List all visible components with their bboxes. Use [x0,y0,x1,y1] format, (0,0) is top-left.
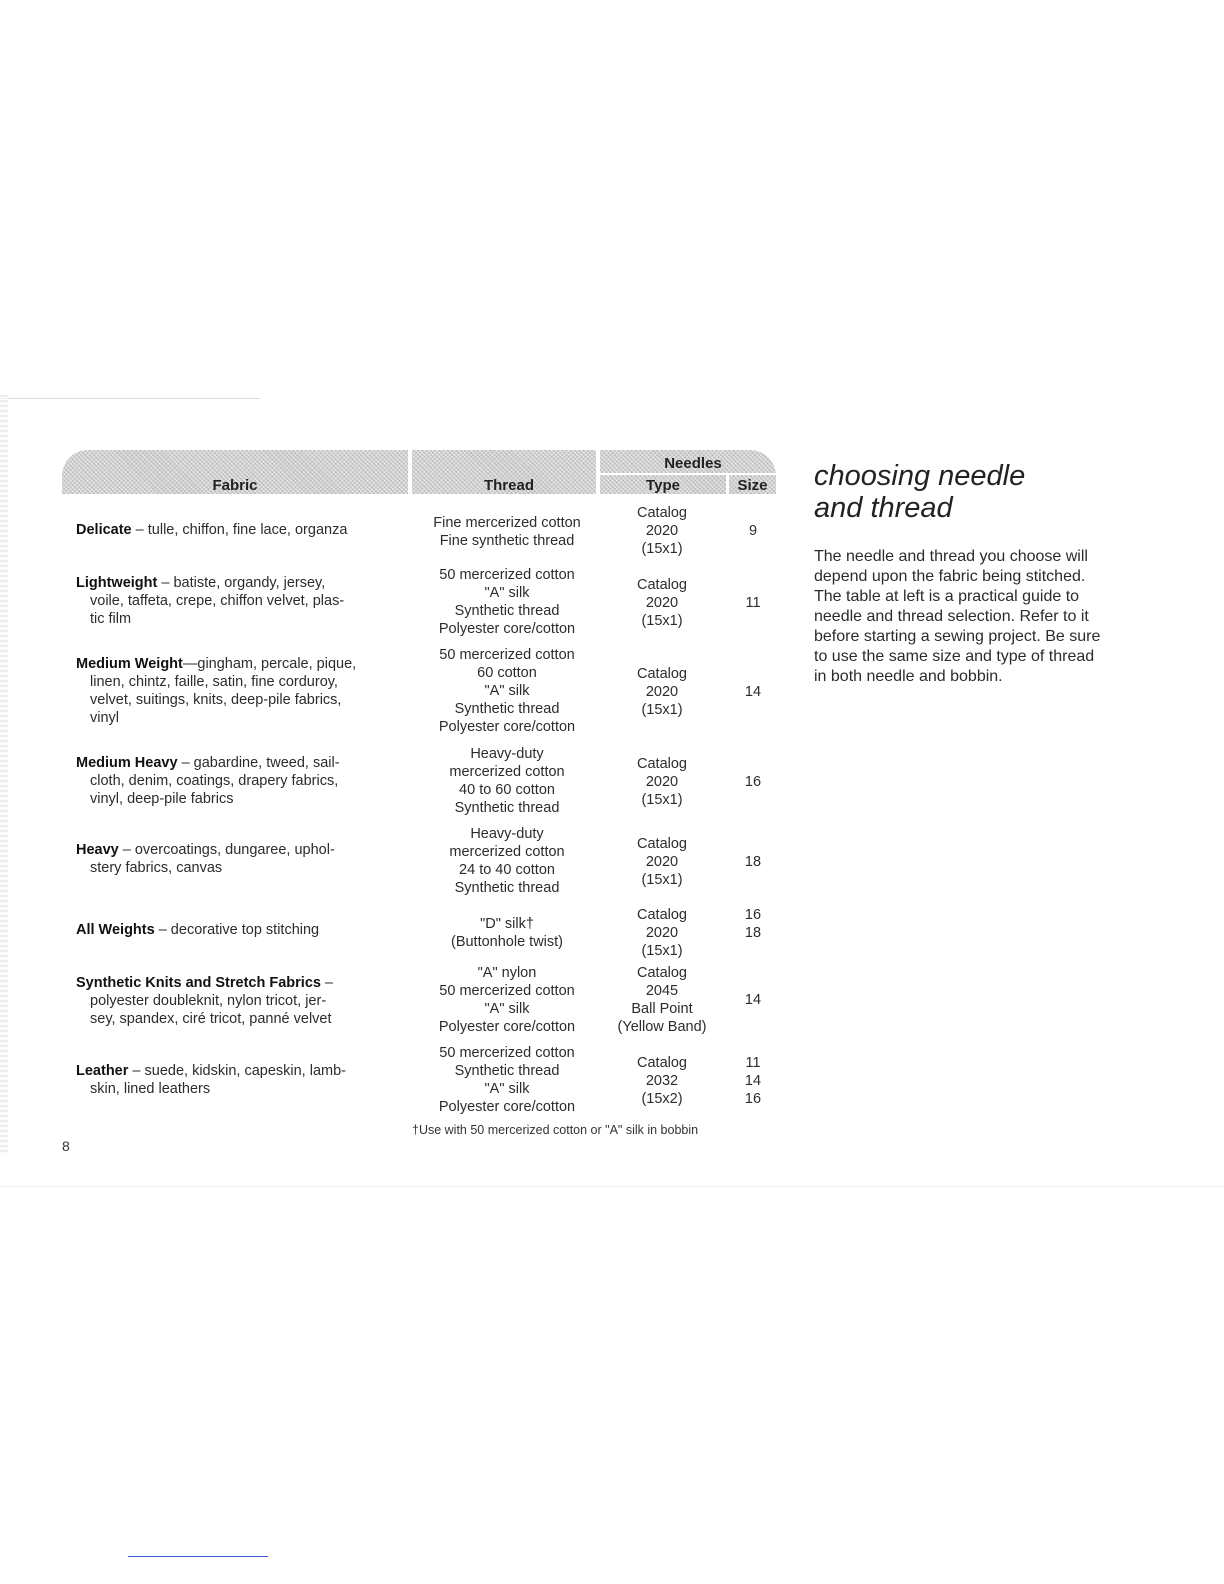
fabric-desc: vinyl, deep-pile fabrics [90,791,234,807]
paragraph-line: The needle and thread you choose will [814,548,1088,565]
type-line: 2020 [645,774,679,790]
fabric-name: Heavy [76,842,119,858]
thread-line: "A" silk [484,585,530,601]
table-row-needle-type [600,835,724,889]
thread-line: (Buttonhole twist) [450,934,564,950]
fabric-desc: cloth, denim, coatings, drapery fabrics, [90,773,339,789]
fabric-name: Leather [76,1063,129,1079]
fabric-desc: stery fabrics, canvas [90,860,223,876]
table-row-needle-size [730,683,776,701]
thread-line: Synthetic thread [454,880,560,896]
type-line: 2032 [645,1073,679,1089]
fabric-desc: voile, taffeta, crepe, chiffon velvet, plas- [90,593,345,609]
thread-line: "A" nylon [477,965,537,981]
table-row-thread [412,646,602,736]
table-row-needle-type [600,1054,724,1108]
header-divider [600,473,776,475]
type-line: Ball Point [631,1001,693,1017]
fabric-desc: – batiste, organdy, jersey, [161,575,326,591]
page-number: 8 [62,1138,70,1154]
table-row-thread [412,1044,602,1116]
fabric-desc: —gingham, percale, pique, [182,656,357,672]
type-line: 2020 [645,595,679,611]
size-line: 14 [744,992,762,1008]
scan-edge [0,395,8,1155]
table-row-needle-size [730,1054,776,1108]
fabric-desc: – decorative top stitching [158,922,320,938]
fabric-desc: – gabardine, tweed, sail- [181,755,340,771]
thread-line: 40 to 60 cotton [459,782,555,798]
header-thread: Thread [483,477,534,494]
type-line: (15x2) [641,1091,683,1107]
intro-paragraph [814,547,1160,687]
thread-line: Heavy-duty [470,746,544,762]
thread-line: Synthetic thread [454,701,560,717]
title-line: and thread [814,492,953,524]
table-row-fabric [76,574,400,628]
type-line: 2020 [645,523,679,539]
thread-line: Heavy-duty [470,826,544,842]
fabric-desc: – tulle, chiffon, fine lace, organza [135,522,348,538]
type-line: Catalog [637,965,687,981]
table-row-needle-size [730,906,776,942]
table-row-needle-size [730,991,776,1009]
fabric-desc: – overcoatings, dungaree, uphol- [122,842,335,858]
thread-line: "A" silk [484,683,530,699]
type-line: (Yellow Band) [617,1019,707,1035]
page-title [814,460,1025,524]
size-line: 16 [744,1091,762,1107]
table-row-needle-size [730,522,776,540]
size-line: 9 [748,523,758,539]
table-row-thread [412,566,602,638]
table-row-needle-type [600,964,724,1036]
fabric-name: Synthetic Knits and Stretch Fabrics [76,975,321,991]
type-line: (15x1) [641,792,683,808]
type-line: Catalog [637,666,687,682]
thread-line: 50 mercerized cotton [439,567,575,583]
thread-line: Fine synthetic thread [439,533,575,549]
thread-line: Synthetic thread [454,800,560,816]
type-line: (15x1) [641,943,683,959]
fabric-desc: velvet, suitings, knits, deep-pile fabrics, [90,692,342,708]
thread-line: mercerized cotton [449,844,565,860]
type-line: 2020 [645,925,679,941]
type-line: Catalog [637,836,687,852]
thread-line: "A" silk [484,1081,530,1097]
size-line: 16 [744,774,762,790]
table-row-thread [412,964,602,1036]
table-row-thread [412,745,602,817]
fabric-desc: skin, lined leathers [90,1081,211,1097]
thread-line: 50 mercerized cotton [439,1045,575,1061]
type-line: 2020 [645,684,679,700]
table-row-thread [412,514,602,550]
paragraph-line: depend upon the fabric being stitched. [814,568,1086,585]
size-line: 11 [745,1055,761,1071]
thread-line: 50 mercerized cotton [439,983,575,999]
fabric-desc: linen, chintz, faille, satin, fine corduroy, [90,674,338,690]
thread-line: "A" silk [484,1001,530,1017]
table-row-thread [412,915,602,951]
table-row-needle-size [730,853,776,871]
table-row-fabric [76,754,400,808]
table-row-fabric [76,1062,400,1098]
fabric-name: All Weights [76,922,155,938]
thread-line: Fine mercerized cotton [433,515,581,531]
type-line: Catalog [637,756,687,772]
size-line: 14 [744,684,762,700]
fabric-desc: polyester doubleknit, nylon tricot, jer- [90,993,327,1009]
type-line: Catalog [637,505,687,521]
table-row-fabric [76,841,400,877]
paragraph-line: before starting a sewing project. Be sure [814,628,1101,645]
type-line: Catalog [637,577,687,593]
table-row-needle-type [600,576,724,630]
scan-mark-bottom [0,1186,1224,1187]
thread-line: 50 mercerized cotton [439,647,575,663]
table-row-needle-size [730,773,776,791]
table-row-fabric [76,521,400,539]
thread-line: Polyester core/cotton [438,1099,576,1115]
size-line: 11 [745,595,761,611]
header-type: Type [646,477,680,494]
thread-line: Synthetic thread [454,603,560,619]
header-needles: Needles [664,455,722,472]
title-line: choosing needle [814,460,1026,492]
table-row-fabric [76,974,400,1028]
thread-line: "D" silk† [480,916,534,932]
type-line: Catalog [637,1055,687,1071]
type-line: 2045 [645,983,679,999]
fabric-name: Delicate [76,522,132,538]
type-line: (15x1) [641,541,683,557]
type-line: (15x1) [641,872,683,888]
fabric-desc: vinyl [90,710,120,726]
underline-mark [128,1556,268,1557]
table-row-fabric [76,655,400,727]
thread-line: Polyester core/cotton [438,1019,576,1035]
type-line: (15x1) [641,702,683,718]
table-row-needle-type [600,755,724,809]
thread-line: Polyester core/cotton [438,719,576,735]
thread-line: Polyester core/cotton [438,621,576,637]
size-line: 18 [744,854,762,870]
footnote: †Use with 50 mercerized cotton or "A" silk in bobbin [412,1123,699,1137]
thread-line: Synthetic thread [454,1063,560,1079]
table-row-fabric [76,921,400,939]
fabric-desc: – suede, kidskin, capeskin, lamb- [132,1063,346,1079]
type-line: (15x1) [641,613,683,629]
table-row-needle-type [600,504,724,558]
paragraph-line: The table at left is a practical guide to [814,588,1080,605]
fabric-desc: tic film [90,611,132,627]
table-row-needle-type [600,906,724,960]
header-size: Size [737,477,768,494]
table-row-needle-type [600,665,724,719]
fabric-name: Medium Heavy [76,755,178,771]
size-line: 18 [744,925,762,941]
paragraph-line: needle and thread selection. Refer to it [814,608,1089,625]
thread-line: 24 to 40 cotton [459,862,555,878]
size-line: 14 [744,1073,762,1089]
thread-line: mercerized cotton [449,764,565,780]
fabric-desc: sey, spandex, ciré tricot, panné velvet [90,1011,332,1027]
thread-line: 60 cotton [477,665,537,681]
type-line: 2020 [645,854,679,870]
paragraph-line: to use the same size and type of thread [814,648,1095,665]
size-line: 16 [744,907,762,923]
fabric-name: Lightweight [76,575,158,591]
type-line: Catalog [637,907,687,923]
header-fabric: Fabric [212,477,258,494]
table-row-needle-size [730,594,776,612]
paragraph-line: in both needle and bobbin. [814,668,1003,685]
table-row-thread [412,825,602,897]
fabric-name: Medium Weight [76,656,183,672]
scan-mark-top [0,398,260,399]
fabric-desc: – [324,975,334,991]
